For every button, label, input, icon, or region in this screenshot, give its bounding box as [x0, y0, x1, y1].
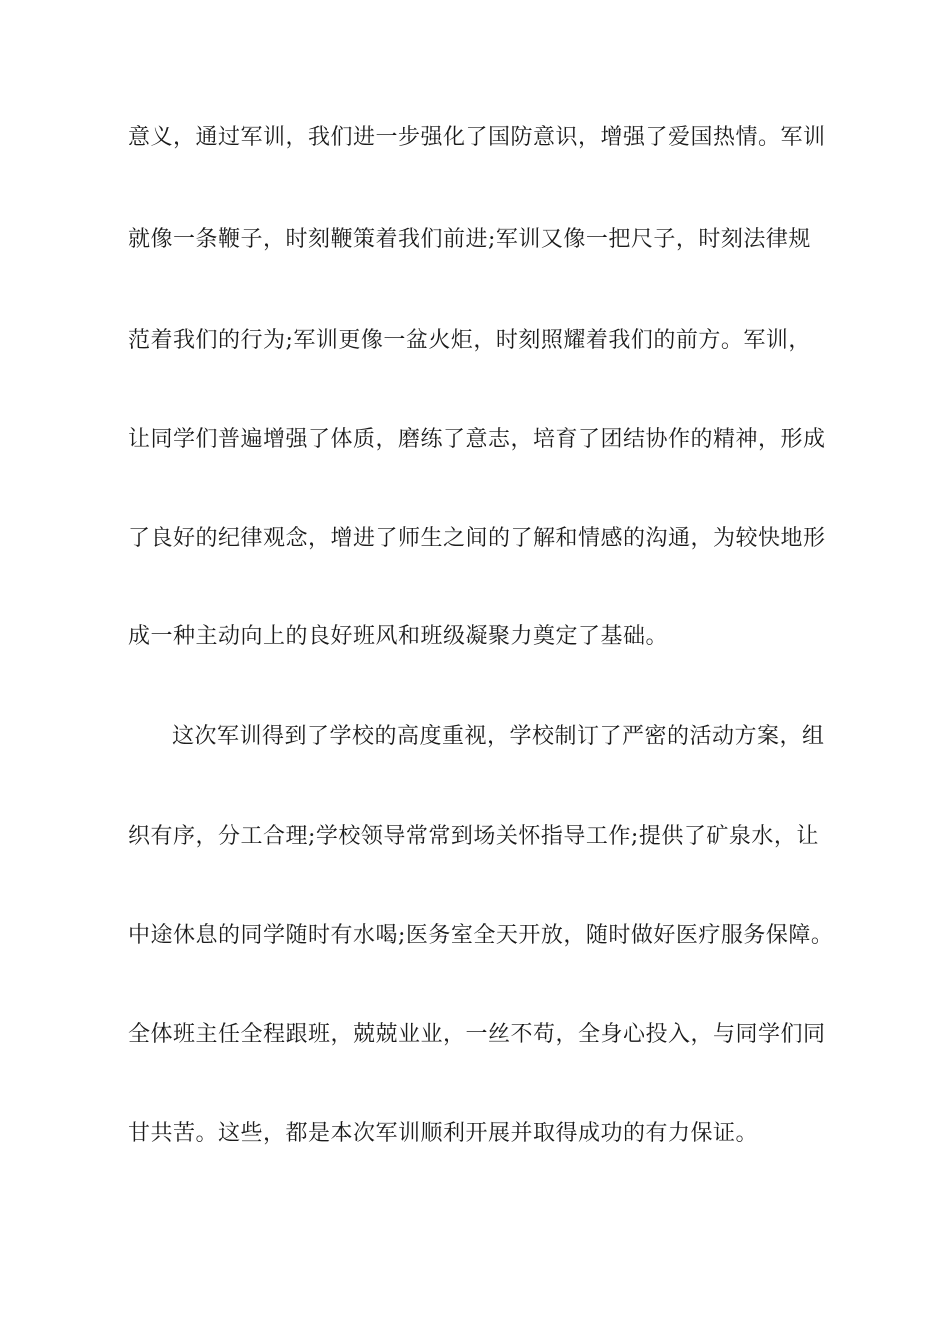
text-line: 了良好的纪律观念，增进了师生之间的了解和情感的沟通，为较快地形	[128, 526, 826, 551]
text-line: 全体班主任全程跟班，兢兢业业，一丝不苟，全身心投入，与同学们同	[128, 1022, 826, 1047]
text-line: 中途休息的同学随时有水喝;医务室全天开放，随时做好医疗服务保障。	[128, 923, 834, 948]
text-line: 意义，通过军训，我们进一步强化了国防意识，增强了爱国热情。军训	[128, 125, 826, 150]
text-line: 范着我们的行为;军训更像一盆火炬，时刻照耀着我们的前方。军训，	[128, 328, 811, 353]
text-line: 这次军训得到了学校的高度重视，学校制订了严密的活动方案，组	[172, 724, 825, 749]
text-line: 织有序，分工合理;学校领导常常到场关怀指导工作;提供了矿泉水，让	[128, 824, 819, 849]
text-line: 就像一条鞭子，时刻鞭策着我们前进;军训又像一把尺子，时刻法律规	[128, 227, 811, 252]
text-line: 甘共苦。这些，都是本次军训顺利开展并取得成功的有力保证。	[128, 1121, 759, 1146]
text-line: 让同学们普遍增强了体质，磨练了意志，培育了团结协作的精神，形成	[128, 427, 826, 452]
text-line: 成一种主动向上的良好班风和班级凝聚力奠定了基础。	[128, 624, 669, 649]
